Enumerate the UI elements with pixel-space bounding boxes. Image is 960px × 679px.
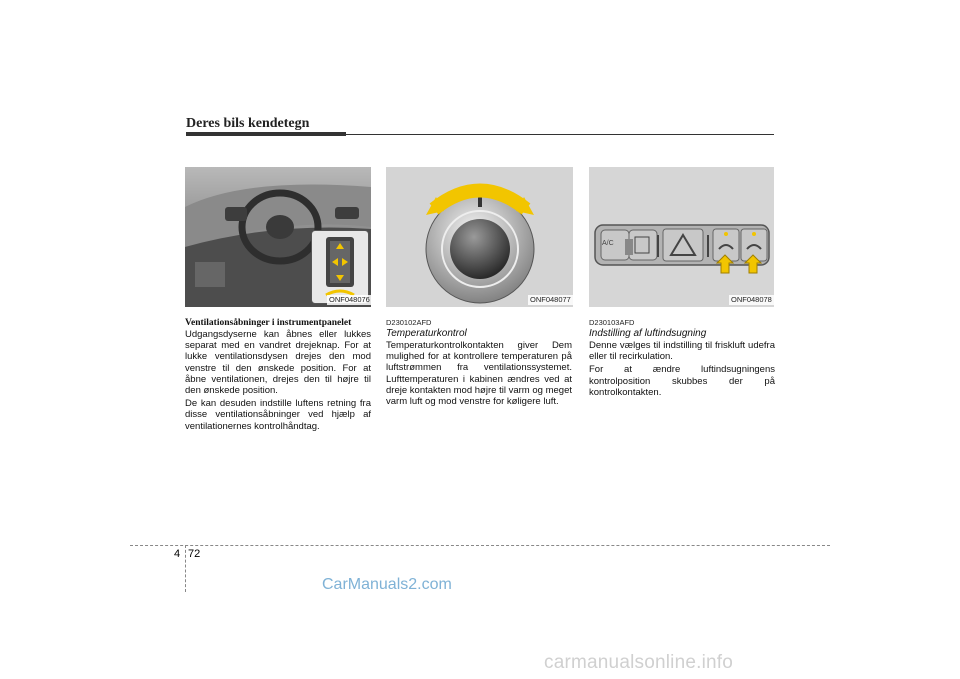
- temperature-knob-illustration: [386, 167, 573, 307]
- figure-dashboard-vents: [185, 167, 371, 307]
- page-header-title: Deres bils kendetegn: [186, 116, 310, 131]
- column-vents: [185, 318, 371, 434]
- footer-dashed-rule: [130, 545, 830, 546]
- paragraph: Denne vælges til indstilling til friskluft udefra eller til recirkulation.: [589, 340, 775, 363]
- figure-code: ONF048076: [329, 295, 370, 304]
- section-code: D230103AFD: [589, 318, 635, 327]
- paragraph: For at ændre luftindsugningens kontrolposition skubbes der på kontrolkontakten.: [589, 364, 775, 398]
- header-rule-thick: [186, 132, 346, 136]
- section-title: Temperaturkontrol: [386, 328, 467, 339]
- vent-arrows-icon: [312, 231, 368, 303]
- section-title: Ventilationsåbninger i instrumentpanelet: [185, 318, 352, 328]
- figure-code: ONF048077: [530, 295, 571, 304]
- vent-detail-inset: [311, 230, 369, 304]
- chapter-number: 4: [174, 548, 181, 560]
- ac-button-label: A/C: [602, 240, 614, 247]
- control-panel-illustration: [589, 167, 774, 307]
- paragraph: Udgangsdyserne kan åbnes eller lukkes separat med en vandret drejeknap. For at lukke ventilationsdysen drejes den mod venstre til den ønskede position. For at åbne ventilationen, drejes den til højre til den ønskede position.: [185, 329, 371, 397]
- section-title: Indstilling af luftindsugning: [589, 328, 707, 339]
- section-code: D230102AFD: [386, 318, 432, 327]
- figure-code: ONF048078: [731, 295, 772, 304]
- header-rule-thin: [346, 134, 774, 135]
- figure-air-intake-panel: [589, 167, 774, 307]
- column-temperature: [386, 318, 572, 409]
- paragraph: Temperaturkontrolkontakten giver Dem mulighed for at kontrollere temperaturen på luftstrømmen fra ventilationssystemet. Lufttemperaturen i kabinen ændres ved at dreje kontakten mod højre til varm og meget varm luft og mod venstre for køligere luft.: [386, 340, 572, 408]
- footer-vertical-rule: [185, 545, 186, 592]
- column-air-intake: [589, 318, 775, 400]
- site-footer-link[interactable]: carmanualsonline.info: [544, 652, 734, 673]
- page-number: 72: [188, 548, 201, 560]
- paragraph: De kan desuden indstille luftens retning fra disse ventilationsåbninger ved hjælp af ventilationernes kontrolhåndtag.: [185, 398, 371, 432]
- watermark-link[interactable]: CarManuals2.com: [322, 576, 452, 593]
- figure-temperature-knob: [386, 167, 573, 307]
